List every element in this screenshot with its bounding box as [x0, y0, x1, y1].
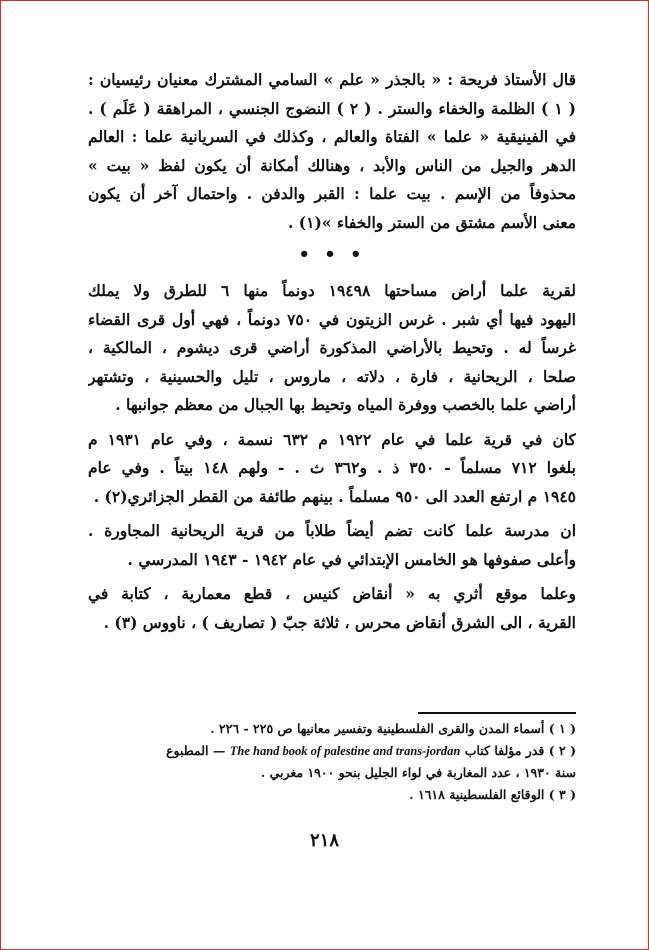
section-separator: • • •: [298, 244, 366, 265]
footnotes: [88, 718, 576, 806]
text-line: الدهر والجيل من الناس والأبد ، وهنالك أمكانة أن يكون لفظ « بيت »: [88, 155, 576, 175]
text-line: وأعلى صفوفها هو الخامس الإبتدائي في عام ١٩٤٢ - ١٩٤٣ المدرسي .: [127, 549, 576, 569]
text-line: في الفينيقية « علما » الفتاة والعالم ، وكذلك في السريانية علما : العالم: [88, 127, 576, 146]
footnote-2-suffix: — المطبوع: [166, 743, 226, 758]
text-line: وعلما موقع أثري به « أنقاض كنيس ، قطع معمارية ، كتابة في: [88, 584, 576, 603]
text-line: غرساً له . وتحيط بالأراضي المذكورة أراضي قرى ديشوم ، المالكية ،: [88, 338, 576, 357]
text-line: ( ١ ) الظلمة والخفاء والستر . ( ٢ ) النضوج الجنسي ، المراهقة ( عَلَم ) .: [88, 98, 576, 118]
text-line: صلحا ، الريحانية ، فارة ، دلاته ، ماروس ، تليل والحسينية ، وتشتهر: [88, 366, 576, 386]
page-number: ٢١٨: [309, 830, 339, 851]
text-line: اليهود فيها أي شبر . غرس الزيتون في ٧٥٠ دونماً ، فهي أول قرى القضاء: [88, 309, 576, 329]
footnote-divider: [418, 712, 576, 714]
text-line: معنى الأسم مشتق من الستر والخفاء »(١) .: [288, 212, 576, 232]
text-line: القرية ، الى الشرق أنقاض محرس ، ثلاثة جبّ ( تصاريف ) ، ناووس (٣) .: [103, 612, 576, 632]
text-line: محذوفاً من الإسم . بيت علما : القبر والدفن . واحتمال آخر أن يكون: [88, 184, 576, 203]
text-line: قال الأستاذ فريحة : « بالجذر « علم » السامي المشترك معنيان رئيسيان :: [88, 70, 576, 89]
page-body: [88, 66, 576, 637]
footnote-2-continued: سنة ١٩٣٠ ، عدد المغاربة في لواء الجليل بنحو ١٩٠٠ مغربي .: [260, 765, 576, 780]
paragraph-2: [88, 277, 576, 420]
paragraph-5: [88, 580, 576, 637]
paragraph-3: [88, 426, 576, 512]
text-line: ان مدرسة علما كانت تضم أيضاً طلاباً من قرية الريحانية المجاورة .: [88, 521, 576, 540]
footnote-2-book-title: The hand book of palestine and trans-jordan: [229, 744, 461, 758]
footnote-1: ( ١ ) أسماء المدن والقرى الفلسطينية وتفسير معانيها ص ٢٢٥ - ٢٢٦ .: [210, 721, 576, 736]
text-line: كان في قرية علما في عام ١٩٢٢ م ٦٣٢ نسمة ، وفي عام ١٩٣١ م: [88, 429, 576, 449]
text-line: ١٩٤٥ م ارتفع العدد الى ٩٥٠ مسلماً . بينهم طائفة من القطر الجزائري(٢) .: [93, 486, 576, 506]
footnote-2-prefix: ( ٢ ) قدر مؤلفا كتاب: [464, 743, 576, 758]
paragraph-1: [88, 66, 576, 237]
footnote-3: ( ٣ ) الوقائع الفلسطينية ١٦١٨ .: [409, 787, 576, 802]
text-line: أراضي علما بالخصب ووفرة المياه وتحيط بها الجبال من معظم جوانبها .: [115, 395, 576, 414]
text-line: لقرية علما أراض مساحتها ١٩٤٩٨ دونماً منها ٦ للطرق ولا يملك: [88, 281, 576, 300]
paragraph-4: [88, 517, 576, 574]
text-line: بلغوا ٧١٢ مسلماً - ٣٥٠ ذ . و٣٦٢ ث . - ولهم ١٤٨ بيتاً . وفي عام: [88, 458, 576, 477]
footnote-2: [88, 740, 576, 762]
